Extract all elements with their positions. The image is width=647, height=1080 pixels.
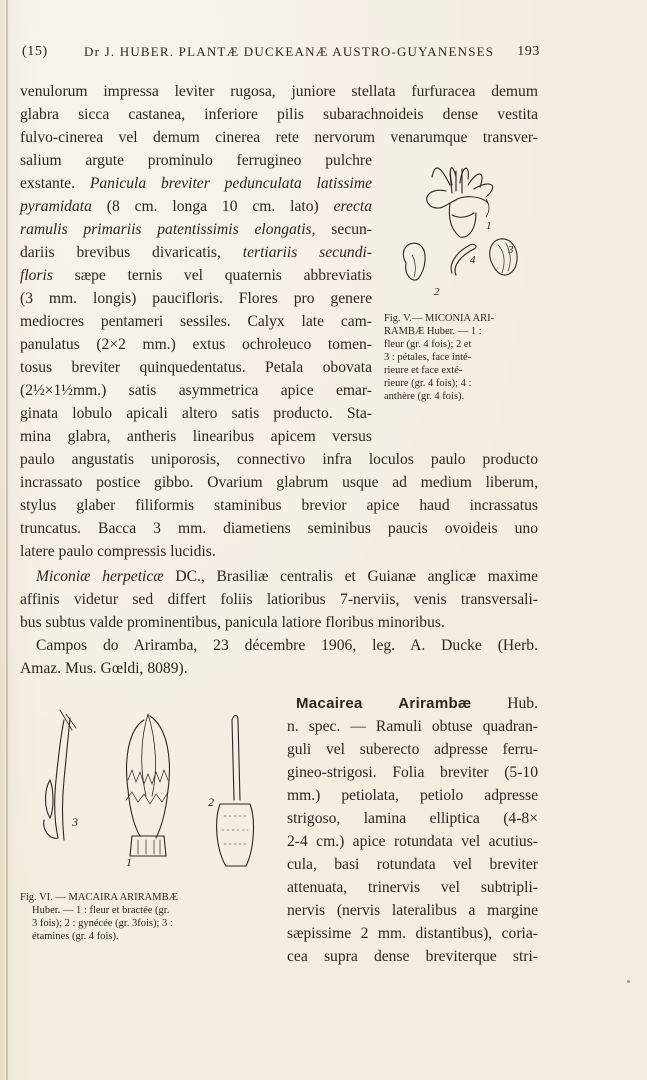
text-line: mina glabra, antheris linearibus apicem versus	[20, 428, 372, 445]
fig5-label-2: 2	[434, 286, 440, 298]
text-line: bus subtus valde prominentibus, panicula latiore floribus minoribus.	[20, 614, 445, 631]
section-number: (15)	[22, 44, 48, 59]
text-line: (2½×1½mm.) satis asymmetrica apice emar-	[20, 382, 372, 399]
text-line: (3 mm. longis) paucifloris. Flores pro genere	[20, 290, 372, 307]
running-title: Dr J. HUBER. PLANTÆ DUCKEANÆ AUSTRO-GUYANENSES	[84, 44, 495, 59]
fig6-label-3: 3	[72, 815, 78, 829]
species-title: Macairea Arirambæ	[296, 695, 472, 712]
figure-6-caption: Fig. VI. — MACAIRA ARIRAMBÆ Huber. — 1 : fleur et bractée (gr. 3 fois); 2 : gynécée (gr. 3fois); 3 : étamines (gr. 4 fois).	[20, 892, 178, 942]
figure-5-illustration	[390, 155, 540, 307]
fig5-label-4: 4	[470, 254, 476, 266]
text-line: attenuata, trinervis vel subtripli-	[287, 879, 538, 896]
text-line: mm.) petiolata, petiolo adpresse	[287, 787, 538, 804]
text-line: ginata lobulo apicali altero satis producto. Sta-	[20, 405, 372, 422]
text-line: paulo angustatis uniporosis, connectivo infra loculos paulo producto	[20, 451, 538, 468]
text-line: guli vel suberecto adpresse ferru-	[287, 741, 538, 758]
figure-5-caption: Fig. V.— MICONIA ARI- RAMBÆ Huber. — 1 : fleur (gr. 4 fois); 2 et 3 : pétales, face inté- rieure et face exté- rieure (gr. 4 fois); 4 : anthère (gr. 4 fois).	[384, 313, 495, 402]
text-line: gineo-strigosi. Folia breviter (5-10	[287, 764, 538, 781]
text-line: Campos do Ariramba, 23 décembre 1906, leg. A. Ducke (Herb.	[36, 637, 538, 654]
text-line: floris sæpe ternis vel quaternis abbreviatis	[20, 267, 372, 284]
text-line: stylus glaber filiformis staminibus brevior apice haud incrassatus	[20, 497, 538, 514]
text-line: ramulis primariis patentissimis elongatis, secun-	[20, 221, 372, 238]
text-line: strigoso, lamina elliptica (4-8×	[287, 810, 538, 827]
text-line: glabra sicca castanea, inferiore pilis subarachnoideis dense vestita	[20, 106, 538, 123]
text-line: fulvo-cinerea vel demum cinerea rete nervorum venarumque transver-	[20, 129, 538, 146]
page-number: 193	[517, 44, 540, 59]
text-line: dariis brevibus divaricatis, tertiariis secundi-	[20, 244, 373, 261]
text-line: nervis (nervis lateralibus a margine	[287, 902, 538, 919]
text-line: n. spec. — Ramuli obtuse quadran-	[287, 718, 538, 735]
text-line: tosus breviter quinquedentatus. Petala obovata	[20, 359, 372, 376]
running-head	[20, 44, 540, 66]
text-line: panulatus (2×2 mm.) extus ochroleuco tomen-	[20, 336, 372, 353]
fig6-label-2: 2	[208, 795, 214, 809]
text-line: truncatus. Bacca 3 mm. diametiens seminibus paucis ovoideis uno	[20, 520, 538, 537]
fig5-label-1: 1	[486, 220, 492, 232]
fig5-label-3: 3	[508, 244, 514, 256]
fig6-label-1: 1	[126, 855, 132, 869]
text-line: Miconiæ herpeticæ DC., Brasiliæ centralis et Guianæ anglicæ maxime	[36, 568, 539, 585]
figure-6-illustration	[20, 700, 270, 885]
species-heading-line: Macairea Arirambæ Hub.	[296, 695, 538, 712]
text-line: incrassato postice gibbo. Ovarium glabrum usque ad medium liberum,	[20, 474, 538, 491]
text-line: 2-4 cm.) apice rotundata vel acutius-	[287, 833, 538, 850]
text-line: mediocres pentameri sessiles. Calyx late cam-	[20, 313, 372, 330]
text-line: pyramidata (8 cm. longa 10 cm. lato) erecta	[20, 198, 372, 215]
text-line: exstante. Panicula breviter pedunculata latissime	[20, 175, 373, 192]
text-line: affinis videtur sed differt foliis latioribus 7-nerviis, venis transversali-	[20, 591, 538, 608]
text-line: cea supra dense breviterque stri-	[287, 948, 538, 965]
text-line: venulorum impressa leviter rugosa, juniore stellata furfuracea demum	[20, 83, 538, 100]
text-line: latere paulo compressis lucidis.	[20, 543, 216, 560]
text-line: salium argute prominulo ferrugineo pulchre	[20, 152, 372, 169]
paper-speck	[627, 980, 630, 983]
text-line: cula, basi rotundata vel breviter	[287, 856, 538, 873]
text-line: Amaz. Mus. Gœldi, 8089).	[20, 660, 188, 677]
text-line: sæpissime 2 mm. distantibus), coria-	[287, 925, 538, 942]
binding-shadow	[6, 0, 8, 1080]
